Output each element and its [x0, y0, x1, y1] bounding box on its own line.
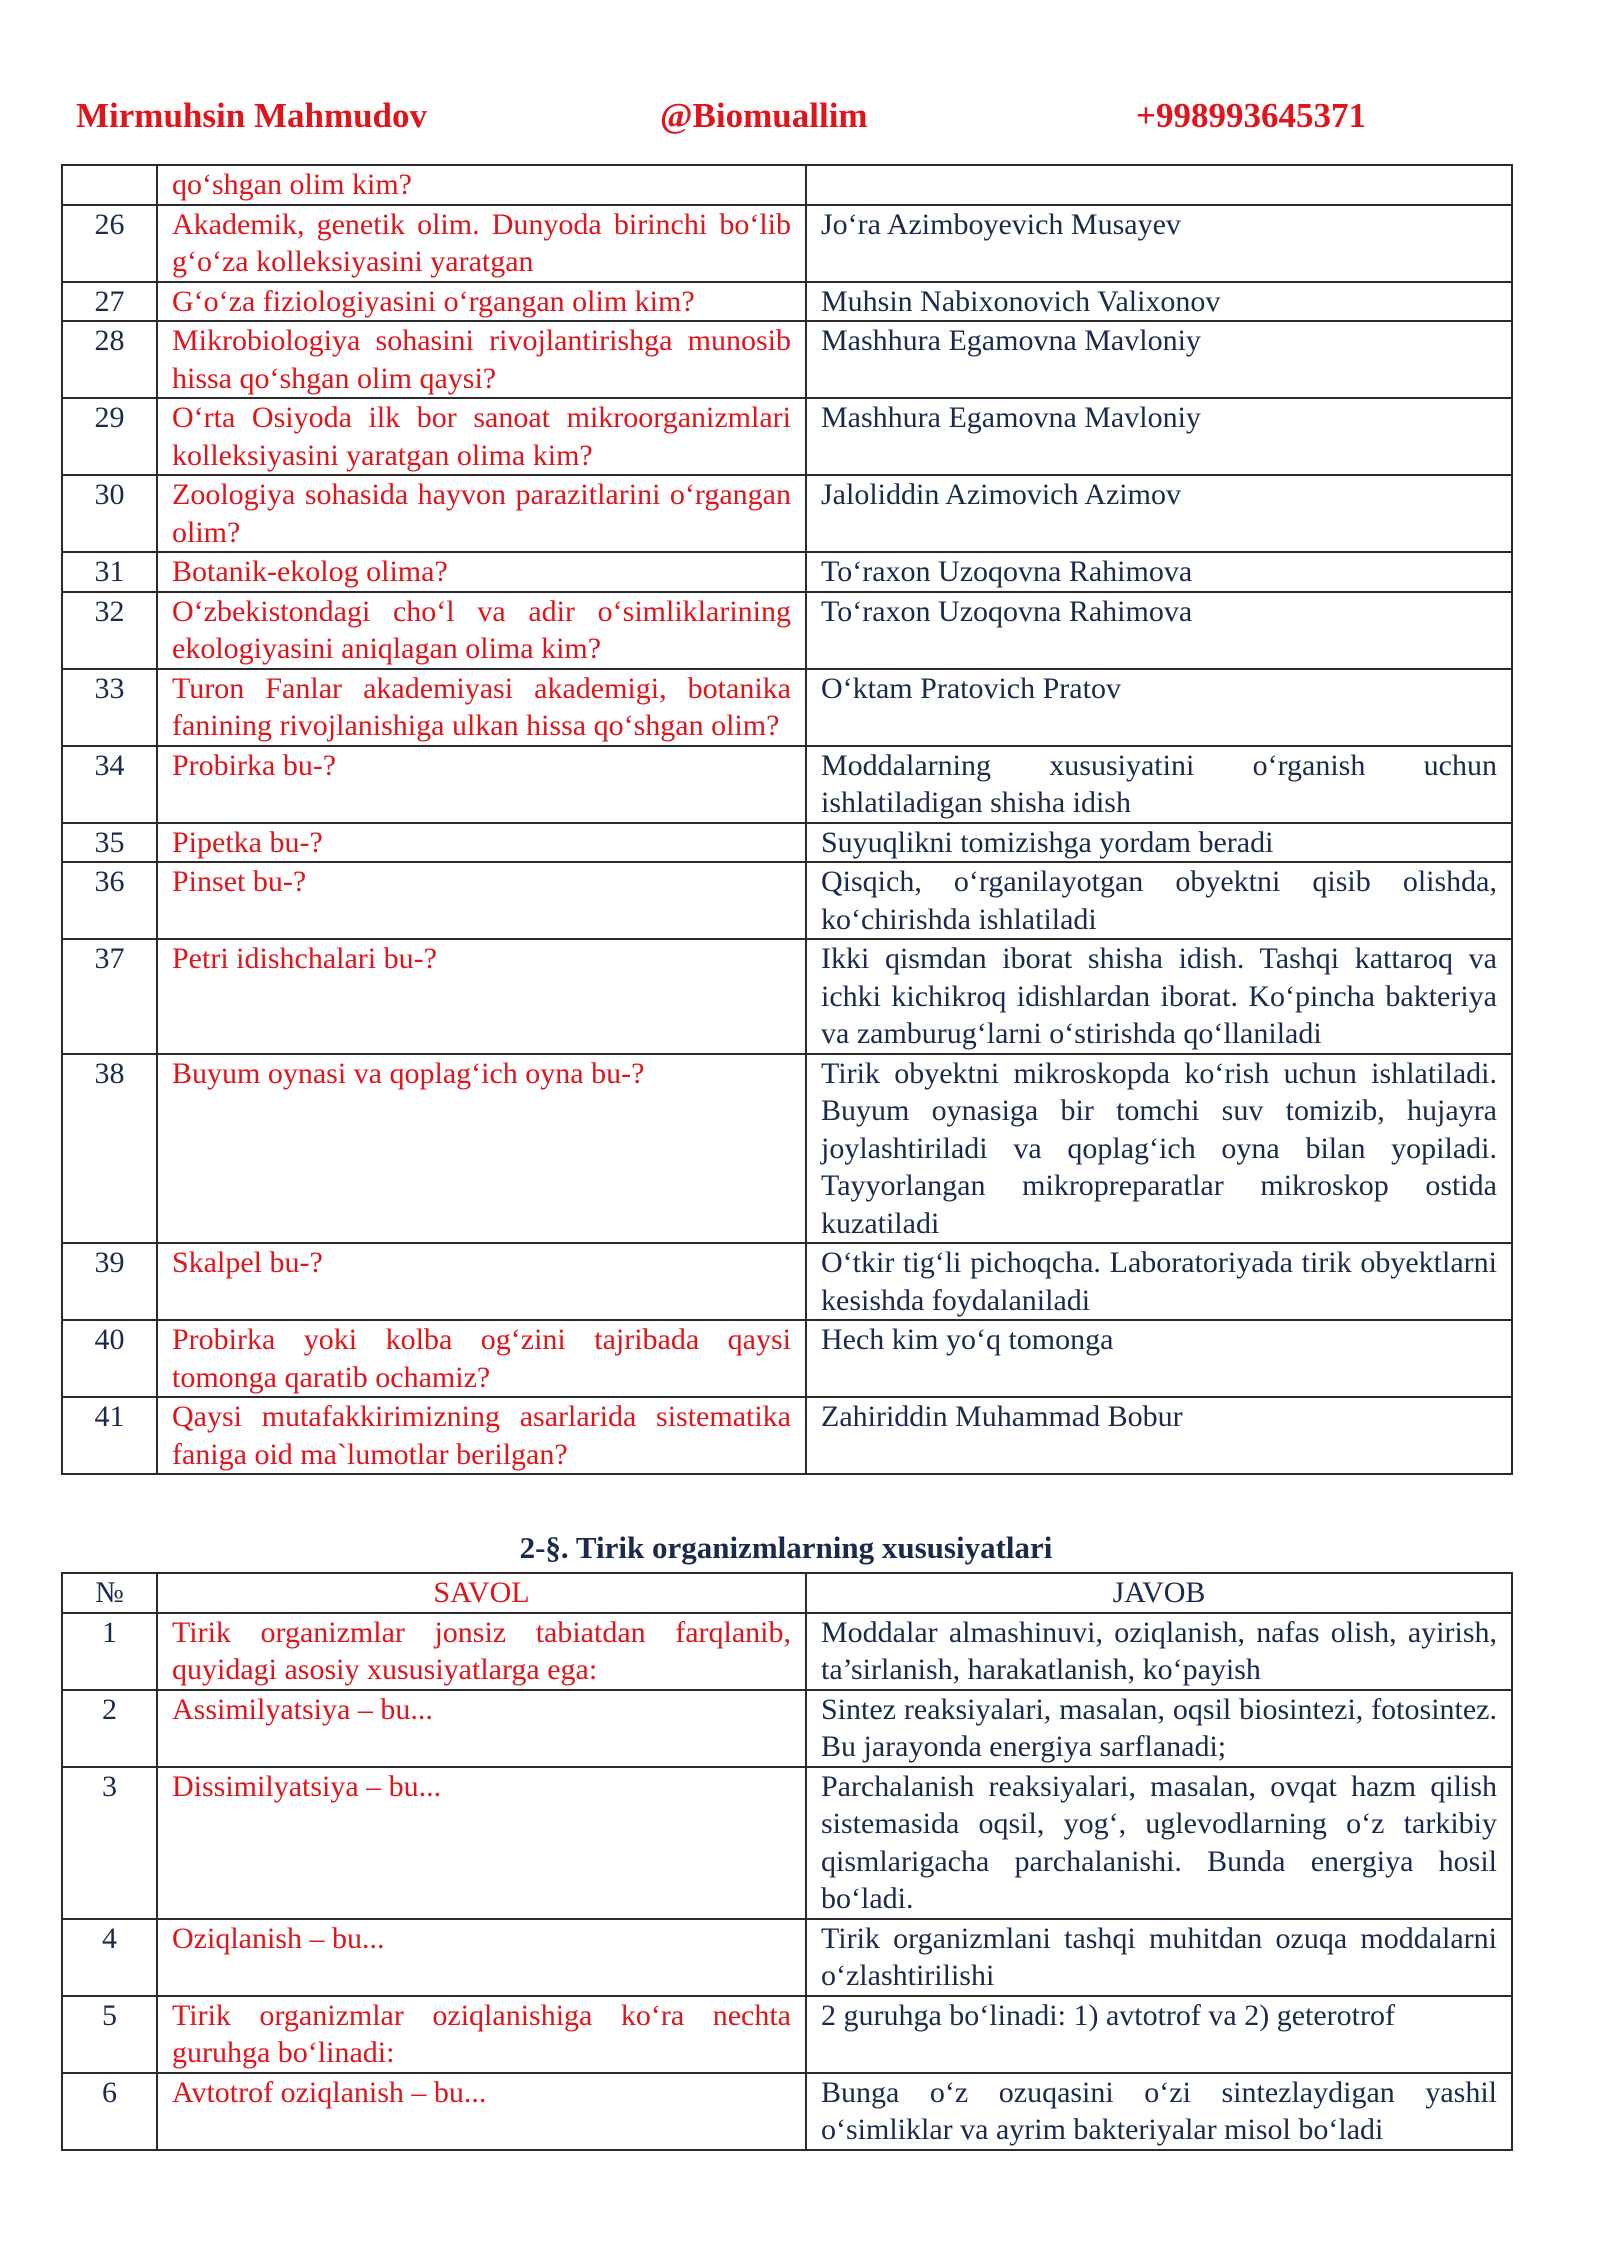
answer-cell: Parchalanish reaksiyalari, masalan, ovqat hazm qilish sistemasida oqsil, yog‘, uglevodlarning o‘z tarkibiy qismlarigacha parchalanishi. Bunda energiya hosil bo‘ladi. — [806, 1767, 1512, 1919]
answer-cell: Jo‘ra Azimboyevich Musayev — [806, 205, 1512, 282]
table-row — [62, 669, 1512, 746]
table-row — [62, 205, 1512, 282]
question-cell: O‘rta Osiyoda ilk bor sanoat mikroorganizmlari kolleksiyasini yaratgan olima kim? — [157, 398, 806, 475]
answer-cell: Bunga o‘z ozuqasini o‘zi sintezlaydigan yashil o‘simliklar va ayrim bakteriyalar misol bo‘ladi — [806, 2073, 1512, 2150]
question-cell: Mikrobiologiya sohasini rivojlantirishga munosib hissa qo‘shgan olim qaysi? — [157, 321, 806, 398]
question-cell: Tirik organizmlar oziqlanishiga ko‘ra nechta guruhga bo‘linadi: — [157, 1996, 806, 2073]
table-row — [62, 165, 1512, 205]
answer-cell: O‘ktam Pratovich Pratov — [806, 669, 1512, 746]
row-number: 29 — [62, 398, 157, 475]
answer-cell: Ikki qismdan iborat shisha idish. Tashqi kattaroq va ichki kichikroq idishlardan iborat. Ko‘pincha bakteriya va zamburug‘larni o‘stirishda qo‘llaniladi — [806, 939, 1512, 1054]
question-cell: Zoologiya sohasida hayvon parazitlarini o‘rgangan olim? — [157, 475, 806, 552]
questions-table-2 — [61, 1572, 1513, 2151]
question-cell: Qaysi mutafakkirimizning asarlarida sistematika faniga oid ma`lumotlar berilgan? — [157, 1397, 806, 1474]
questions-table-1-body — [62, 165, 1512, 1474]
answer-cell: To‘raxon Uzoqovna Rahimova — [806, 552, 1512, 592]
table-row — [62, 592, 1512, 669]
answer-cell: Mashhura Egamovna Mavloniy — [806, 321, 1512, 398]
answer-cell: Moddalarning xususiyatini o‘rganish uchun ishlatiladigan shisha idish — [806, 746, 1512, 823]
question-cell: qo‘shgan olim kim? — [157, 165, 806, 205]
table-row — [62, 1919, 1512, 1996]
row-number — [62, 165, 157, 205]
question-cell: Turon Fanlar akademiyasi akademigi, botanika fanining rivojlanishiga ulkan hissa qo‘shgan olim? — [157, 669, 806, 746]
question-cell: Petri idishchalari bu-? — [157, 939, 806, 1054]
answer-cell — [806, 165, 1512, 205]
question-cell: Buyum oynasi va qoplag‘ich oyna bu-? — [157, 1054, 806, 1244]
row-number: 31 — [62, 552, 157, 592]
table-row — [62, 321, 1512, 398]
row-number: 3 — [62, 1767, 157, 1919]
row-number: 40 — [62, 1320, 157, 1397]
table-row — [62, 1397, 1512, 1474]
table-row — [62, 1320, 1512, 1397]
header-question: SAVOL — [157, 1573, 806, 1613]
question-cell: Pinset bu-? — [157, 862, 806, 939]
answer-cell: Hech kim yo‘q tomonga — [806, 1320, 1512, 1397]
table-row — [62, 282, 1512, 322]
row-number: 38 — [62, 1054, 157, 1244]
table-row — [62, 398, 1512, 475]
question-cell: Dissimilyatsiya – bu... — [157, 1767, 806, 1919]
row-number: 37 — [62, 939, 157, 1054]
answer-cell: Sintez reaksiyalari, masalan, oqsil biosintezi, fotosintez. Bu jarayonda energiya sarflanadi; — [806, 1690, 1512, 1767]
question-cell: Probirka bu-? — [157, 746, 806, 823]
question-cell: Probirka yoki kolba og‘zini tajribada qaysi tomonga qaratib ochamiz? — [157, 1320, 806, 1397]
table-row — [62, 1996, 1512, 2073]
telegram-handle: @Biomuallim — [660, 96, 868, 135]
answer-cell: Qisqich, o‘rganilayotgan obyektni qisib olishda, ko‘chirishda ishlatiladi — [806, 862, 1512, 939]
question-cell: Botanik-ekolog olima? — [157, 552, 806, 592]
question-cell: Akademik, genetik olim. Dunyoda birinchi bo‘lib g‘o‘za kolleksiyasini yaratgan — [157, 205, 806, 282]
answer-cell: Tirik organizmlani tashqi muhitdan ozuqa moddalarni o‘zlashtirilishi — [806, 1919, 1512, 1996]
row-number: 1 — [62, 1613, 157, 1690]
table-row — [62, 746, 1512, 823]
row-number: 41 — [62, 1397, 157, 1474]
header-number: № — [62, 1573, 157, 1613]
table-row — [62, 2073, 1512, 2150]
section-title: 2-§. Tirik organizmlarning xususiyatlari — [519, 1530, 1053, 1565]
table-row — [62, 1613, 1512, 1690]
table-row — [62, 1054, 1512, 1244]
question-cell: Avtotrof oziqlanish – bu... — [157, 2073, 806, 2150]
row-number: 34 — [62, 746, 157, 823]
row-number: 28 — [62, 321, 157, 398]
table-row — [62, 939, 1512, 1054]
row-number: 36 — [62, 862, 157, 939]
row-number: 30 — [62, 475, 157, 552]
row-number: 33 — [62, 669, 157, 746]
row-number: 39 — [62, 1243, 157, 1320]
question-cell: Tirik organizmlar jonsiz tabiatdan farqlanib, quyidagi asosiy xususiyatlarga ega: — [157, 1613, 806, 1690]
answer-cell: To‘raxon Uzoqovna Rahimova — [806, 592, 1512, 669]
answer-cell: Jaloliddin Azimovich Azimov — [806, 475, 1512, 552]
question-cell: Skalpel bu-? — [157, 1243, 806, 1320]
table-row — [62, 475, 1512, 552]
author-name: Mirmuhsin Mahmudov — [76, 96, 428, 135]
answer-cell: Moddalar almashinuvi, oziqlanish, nafas olish, ayirish, ta’sirlanish, harakatlanish, ko‘payish — [806, 1613, 1512, 1690]
question-cell: Assimilyatsiya – bu... — [157, 1690, 806, 1767]
questions-table-1 — [61, 164, 1513, 1475]
table-row — [62, 823, 1512, 863]
answer-cell: Tirik obyektni mikroskopda ko‘rish uchun ishlatiladi. Buyum oynasiga bir tomchi suv tomizib, hujayra joylashtiriladi va qoplag‘ich oyna bilan yopiladi. Tayyorlangan mikropreparatlar mikroskop ostida kuzatiladi — [806, 1054, 1512, 1244]
question-cell: Pipetka bu-? — [157, 823, 806, 863]
answer-cell: Suyuqlikni tomizishga yordam beradi — [806, 823, 1512, 863]
table-row — [62, 862, 1512, 939]
phone-number: +998993645371 — [1136, 96, 1366, 135]
question-cell: Oziqlanish – bu... — [157, 1919, 806, 1996]
table-row — [62, 1243, 1512, 1320]
row-number: 5 — [62, 1996, 157, 2073]
header-answer: JAVOB — [806, 1573, 1512, 1613]
answer-cell: Mashhura Egamovna Mavloniy — [806, 398, 1512, 475]
table-row — [62, 552, 1512, 592]
row-number: 6 — [62, 2073, 157, 2150]
row-number: 27 — [62, 282, 157, 322]
row-number: 35 — [62, 823, 157, 863]
page-header — [76, 96, 1516, 146]
row-number: 26 — [62, 205, 157, 282]
row-number: 32 — [62, 592, 157, 669]
question-cell: G‘o‘za fiziologiyasini o‘rgangan olim kim? — [157, 282, 806, 322]
answer-cell: 2 guruhga bo‘linadi: 1) avtotrof va 2) geterotrof — [806, 1996, 1512, 2073]
questions-table-2-body — [62, 1613, 1512, 2150]
table-header-row — [62, 1573, 1512, 1613]
table-row — [62, 1767, 1512, 1919]
row-number: 4 — [62, 1919, 157, 1996]
answer-cell: Zahiriddin Muhammad Bobur — [806, 1397, 1512, 1474]
answer-cell: O‘tkir tig‘li pichoqcha. Laboratoriyada tirik obyektlarni kesishda foydalaniladi — [806, 1243, 1512, 1320]
table-row — [62, 1690, 1512, 1767]
answer-cell: Muhsin Nabixonovich Valixonov — [806, 282, 1512, 322]
row-number: 2 — [62, 1690, 157, 1767]
question-cell: O‘zbekistondagi cho‘l va adir o‘simliklarining ekologiyasini aniqlagan olima kim? — [157, 592, 806, 669]
